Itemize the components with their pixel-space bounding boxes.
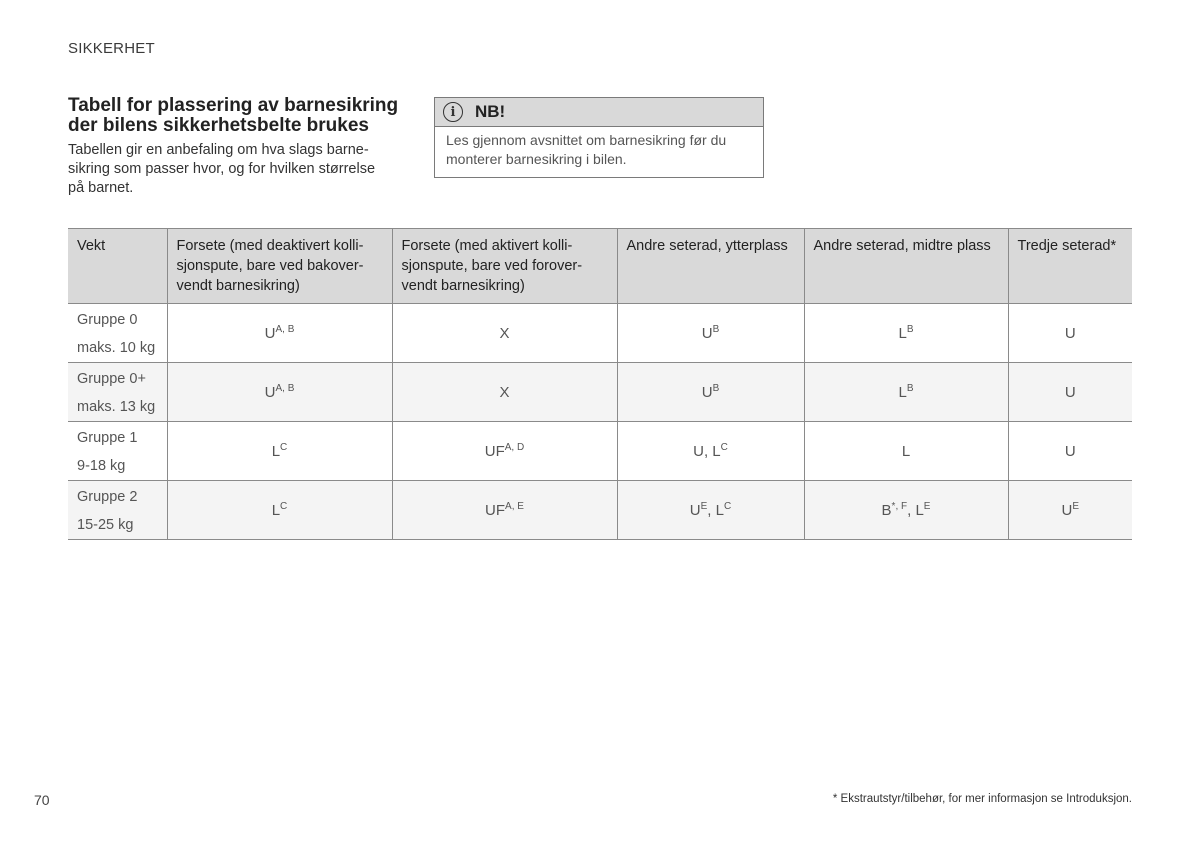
- column-header-line: sjonspute, bare ved bakover-: [176, 258, 364, 274]
- placement-cell: [392, 304, 617, 363]
- placement-cell: [804, 304, 1008, 363]
- placement-cell: [804, 363, 1008, 422]
- footnote-marker: C: [280, 441, 288, 453]
- note-title: NB!: [475, 102, 506, 121]
- table-row: [68, 304, 1132, 363]
- placement-code: L: [271, 501, 281, 519]
- weight-group-cell: [68, 422, 167, 481]
- group-label: Gruppe 1: [77, 430, 138, 446]
- placement-cell: [1008, 363, 1132, 422]
- placement-code: UF: [484, 442, 505, 460]
- footnote-marker: E: [700, 500, 708, 512]
- footnote-marker: A, B: [275, 382, 295, 394]
- info-icon: i: [443, 102, 463, 122]
- placement-cell: [392, 481, 617, 540]
- placement-cell: [617, 481, 804, 540]
- footnote-marker: A, B: [275, 323, 295, 335]
- footnote-marker: B: [712, 323, 720, 335]
- placement-code: U: [1064, 324, 1076, 342]
- note-header: [435, 98, 763, 127]
- placement-code: , L: [707, 501, 724, 519]
- child-seat-table: [68, 228, 1132, 540]
- placement-cell: [1008, 422, 1132, 481]
- intro-line: på barnet.: [68, 180, 134, 196]
- placement-cell: [167, 304, 392, 363]
- column-header-line: Andre seterad, midtre plass: [813, 238, 991, 254]
- weight-label: 9-18 kg: [77, 458, 126, 474]
- column-header-line: Forsete (med aktivert kolli-: [401, 238, 573, 254]
- note-line: Les gjennom avsnittet om barnesikring før du: [446, 132, 727, 148]
- note-box: [434, 97, 764, 178]
- column-header: [617, 229, 804, 304]
- column-header-line: sjonspute, bare ved forover-: [401, 258, 583, 274]
- placement-code: X: [499, 383, 510, 401]
- footnote-marker: B: [712, 382, 720, 394]
- group-label: Gruppe 0+: [77, 371, 146, 387]
- column-header-line: Andre seterad, ytterplass: [626, 238, 788, 254]
- column-header: [804, 229, 1008, 304]
- placement-cell: [167, 363, 392, 422]
- footnote-marker: A, E: [505, 500, 524, 512]
- note-line: monterer barnesikring i bilen.: [446, 151, 627, 167]
- placement-code: L: [271, 442, 281, 460]
- placement-code: U: [701, 383, 713, 401]
- placement-code: L: [901, 442, 911, 460]
- column-header-line: Tredje seterad*: [1017, 238, 1117, 254]
- footnote-marker: E: [1072, 500, 1079, 512]
- note-body: [435, 127, 763, 173]
- placement-code: L: [898, 383, 907, 401]
- placement-cell: [804, 481, 1008, 540]
- column-header: [392, 229, 617, 304]
- column-header-line: Vekt: [77, 238, 106, 254]
- placement-code: U: [1061, 501, 1073, 519]
- section-label: SIKKERHET: [68, 40, 155, 57]
- placement-code: U: [264, 324, 276, 342]
- footnote-marker: B: [906, 382, 914, 394]
- placement-code: L: [898, 324, 907, 342]
- weight-label: maks. 13 kg: [77, 399, 156, 415]
- placement-cell: [1008, 481, 1132, 540]
- weight-group-cell: [68, 304, 167, 363]
- weight-group-cell: [68, 481, 167, 540]
- footnote-marker: C: [723, 500, 732, 512]
- footnote: * Ekstrautstyr/tilbehør, for mer informasjon se Introduksjon.: [832, 793, 1132, 805]
- column-header: [167, 229, 392, 304]
- page-heading: Tabell for plassering av barnesikring der bilens sikkerhetsbelte brukes: [68, 95, 399, 136]
- placement-cell: [617, 304, 804, 363]
- column-header-line: vendt barnesikring): [401, 278, 525, 294]
- footnote-marker: E: [923, 500, 931, 512]
- column-header: [68, 229, 167, 304]
- footnote-marker: C: [720, 441, 728, 453]
- placement-code: X: [499, 324, 510, 342]
- weight-label: 15-25 kg: [77, 517, 134, 533]
- table-row: [68, 363, 1132, 422]
- intro-line: sikring som passer hvor, og for hvilken størrelse: [68, 161, 376, 177]
- placement-cell: [617, 422, 804, 481]
- placement-code: U: [1064, 442, 1076, 460]
- placement-cell: [804, 422, 1008, 481]
- footnote-marker: *, F: [891, 500, 908, 512]
- placement-code: U: [701, 324, 713, 342]
- footnote-marker: C: [280, 500, 288, 512]
- column-header-line: vendt barnesikring): [176, 278, 300, 294]
- footnote-marker: B: [906, 323, 914, 335]
- column-header: [1008, 229, 1132, 304]
- placement-code: U: [264, 383, 276, 401]
- table-row: [68, 422, 1132, 481]
- column-header-line: Forsete (med deaktivert kolli-: [176, 238, 364, 254]
- weight-group-cell: [68, 363, 167, 422]
- placement-cell: [167, 422, 392, 481]
- group-label: Gruppe 2: [77, 489, 138, 505]
- placement-cell: [392, 363, 617, 422]
- placement-code: U: [689, 501, 701, 519]
- intro-paragraph: [68, 141, 398, 198]
- page-number: 70: [34, 792, 50, 808]
- placement-cell: [1008, 304, 1132, 363]
- footnote-marker: A, D: [504, 441, 525, 453]
- group-label: Gruppe 0: [77, 312, 138, 328]
- table-body: [68, 304, 1132, 540]
- weight-label: maks. 10 kg: [77, 340, 156, 356]
- placement-code: , L: [907, 501, 924, 519]
- table-row: [68, 481, 1132, 540]
- intro-line: Tabellen gir en anbefaling om hva slags barne-: [68, 142, 369, 158]
- placement-code: B: [881, 501, 892, 519]
- placement-code: U, L: [693, 442, 721, 460]
- placement-cell: [167, 481, 392, 540]
- placement-cell: [392, 422, 617, 481]
- placement-cell: [617, 363, 804, 422]
- table-header-row: [68, 229, 1132, 304]
- placement-code: U: [1064, 383, 1076, 401]
- placement-code: UF: [485, 501, 506, 519]
